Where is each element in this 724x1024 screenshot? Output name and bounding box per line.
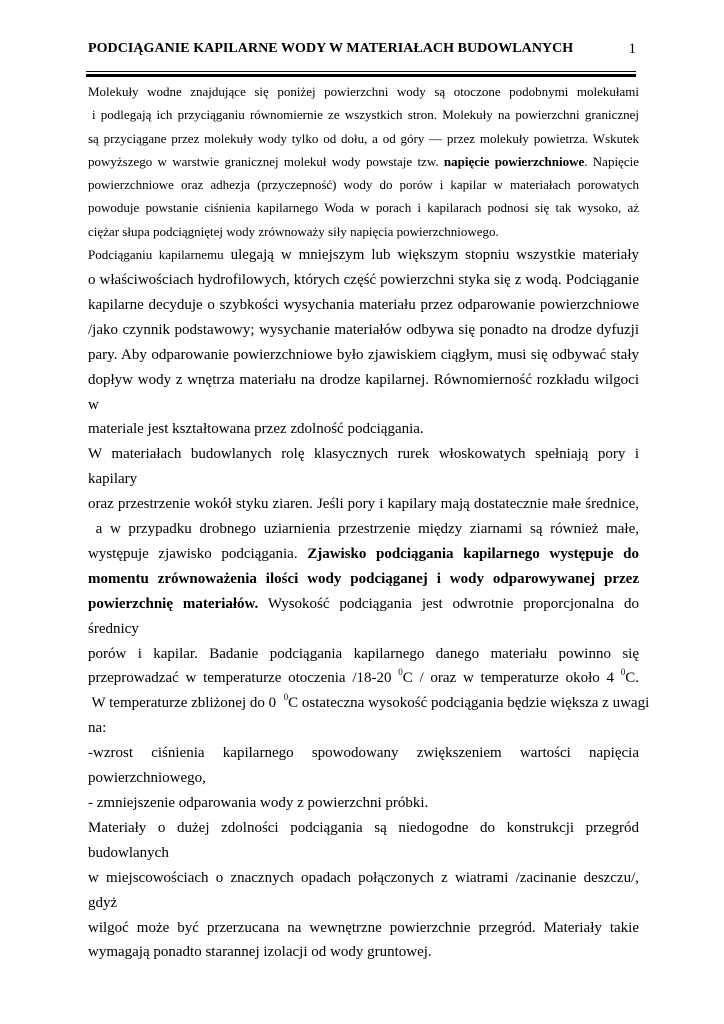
- bold-statement: powierzchnię materiałów.: [88, 595, 259, 612]
- text-line: pary. Aby odparowanie powierzchniowe było zjawiskiem ciągłym, musi się odbywać stały: [88, 346, 639, 363]
- header-rule-thick: [86, 74, 636, 77]
- paragraph-surface-tension: [88, 80, 639, 243]
- text-line: powoduje powstanie ciśnienia kapilarnego Woda w porach i kapilarach podnosi się tak wysoko, aż: [88, 200, 639, 216]
- degree-superscript: 0: [620, 667, 626, 678]
- text-line: powyższego w warstwie granicznej molekuł wody powstaje tzw. napięcie powierzchniowe. Napięcie: [88, 153, 639, 169]
- paragraph-partitions: [88, 816, 639, 965]
- text-line: w miejscowościach o znacznych opadach połączonych z wiatrami /zacinanie deszczu/, gdyż: [88, 869, 639, 911]
- text-line: dopływ wody z wnętrza materiału na drodze kapilarnej. Równomierność rozkładu wilgoci w: [88, 371, 639, 413]
- list-item: -wzrost ciśnienia kapilarnego spowodowany zwiększeniem wartości napięcia: [88, 745, 639, 762]
- text-line: Podciąganiu kapilarnemu ulegają w mniejszym lub większym stopniu wszystkie materiały: [88, 247, 639, 264]
- bold-term: napięcie powierzchniowe: [443, 153, 585, 169]
- text-line: a w przypadku drobnego uziarnienia przestrzenie między ziarnami są również małe,: [88, 521, 639, 538]
- text-line: oraz przestrzenie wokół styku ziaren. Jeśli pory i kapilary mają dostatecznie małe średnice,: [88, 496, 639, 513]
- list-item-continuation: powierzchniowego,: [88, 770, 206, 787]
- text-line: wymagają ponadto starannej izolacji od wody gruntowej.: [88, 944, 432, 961]
- document-body: [88, 80, 650, 965]
- text-line: występuje zjawisko podciągania. Zjawisko podciągania kapilarnego występuje do: [88, 545, 639, 562]
- text-line: porów i kapilar. Badanie podciągania kapilarnego danego materiału powinno się: [88, 645, 639, 662]
- text-line: materiale jest kształtowana przez zdolność podciągania.: [88, 421, 424, 438]
- text-line: kapilarne decyduje o szybkości wysychania materiału przez odparowanie powierzchniowe: [88, 296, 639, 313]
- paragraph-building-materials: [88, 442, 650, 741]
- header-rule-thin: [86, 71, 636, 72]
- text-line: W temperaturze zbliżonej do 0 $^0$C ostateczna wysokość podciągania będzie większa z uwagi: [88, 692, 650, 712]
- bold-statement: momentu zrównoważenia ilości wody podciąganej i wody odparowywanej przez: [88, 570, 639, 587]
- page-header: [88, 41, 636, 61]
- text-line: powierzchnię materiałów. Wysokość podciągania jest odwrotnie proporcjonalna do średnicy: [88, 595, 639, 637]
- text-line: ciężar słupa podciągniętej wody zrównoważy siły napięcia powierzchniowego.: [88, 223, 499, 239]
- text-line: o właściwościach hydrofilowych, których część powierzchni styka się z wodą. Podciąganie: [88, 271, 639, 288]
- text-line: są przyciągane przez molekuły wody tylko od dołu, a od góry — przez molekuły powietrza. Wskutek: [88, 130, 639, 146]
- list-item: - zmniejszenie odparowania wody z powierzchni próbki.: [88, 795, 429, 812]
- bold-statement: Zjawisko podciągania kapilarnego występuje do: [307, 545, 639, 562]
- paragraph-capillary-rise: [88, 243, 639, 442]
- text-line: przeprowadzać w temperaturze otoczenia /18-20 $^0$C / oraz w temperaturze około 4 $^0$C.: [88, 667, 640, 687]
- text-line: i podlegają ich przyciąganiu równomiernie ze wszystkich stron. Molekuły na powierzchni granicznej: [92, 107, 639, 123]
- text-line: Molekuły wodne znajdujące się poniżej powierzchni wody są otoczone podobnymi molekułami: [88, 84, 639, 99]
- degree-superscript: 0: [398, 667, 403, 678]
- text-line: W materiałach budowlanych rolę klasycznych rurek włoskowatych spełniają pory i kapilary: [88, 446, 639, 488]
- bullet-list: [88, 741, 639, 816]
- text-line: Materiały o dużej zdolności podciągania są niedogodne do konstrukcji przegród budowlanych: [88, 819, 639, 861]
- page-number: 1: [628, 41, 636, 57]
- text-line: /jako czynnik podstawowy; wysychanie materiałów odbywa się ponadto na drodze dyfuzji: [88, 321, 639, 338]
- text-line: wilgoć może być przerzucana na wewnętrzne powierzchnie przegród. Materiały takie: [88, 919, 639, 936]
- document-title: PODCIĄGANIE KAPILARNE WODY W MATERIAŁACH BUDOWLANYCH: [88, 41, 574, 56]
- text-line: na:: [88, 720, 107, 737]
- text-line: [88, 567, 639, 592]
- degree-superscript: 0: [283, 692, 289, 703]
- text-line: powierzchniowe oraz adhezja (przyczepność) wody do porów i kapilar w materiałach porowatych: [88, 177, 639, 193]
